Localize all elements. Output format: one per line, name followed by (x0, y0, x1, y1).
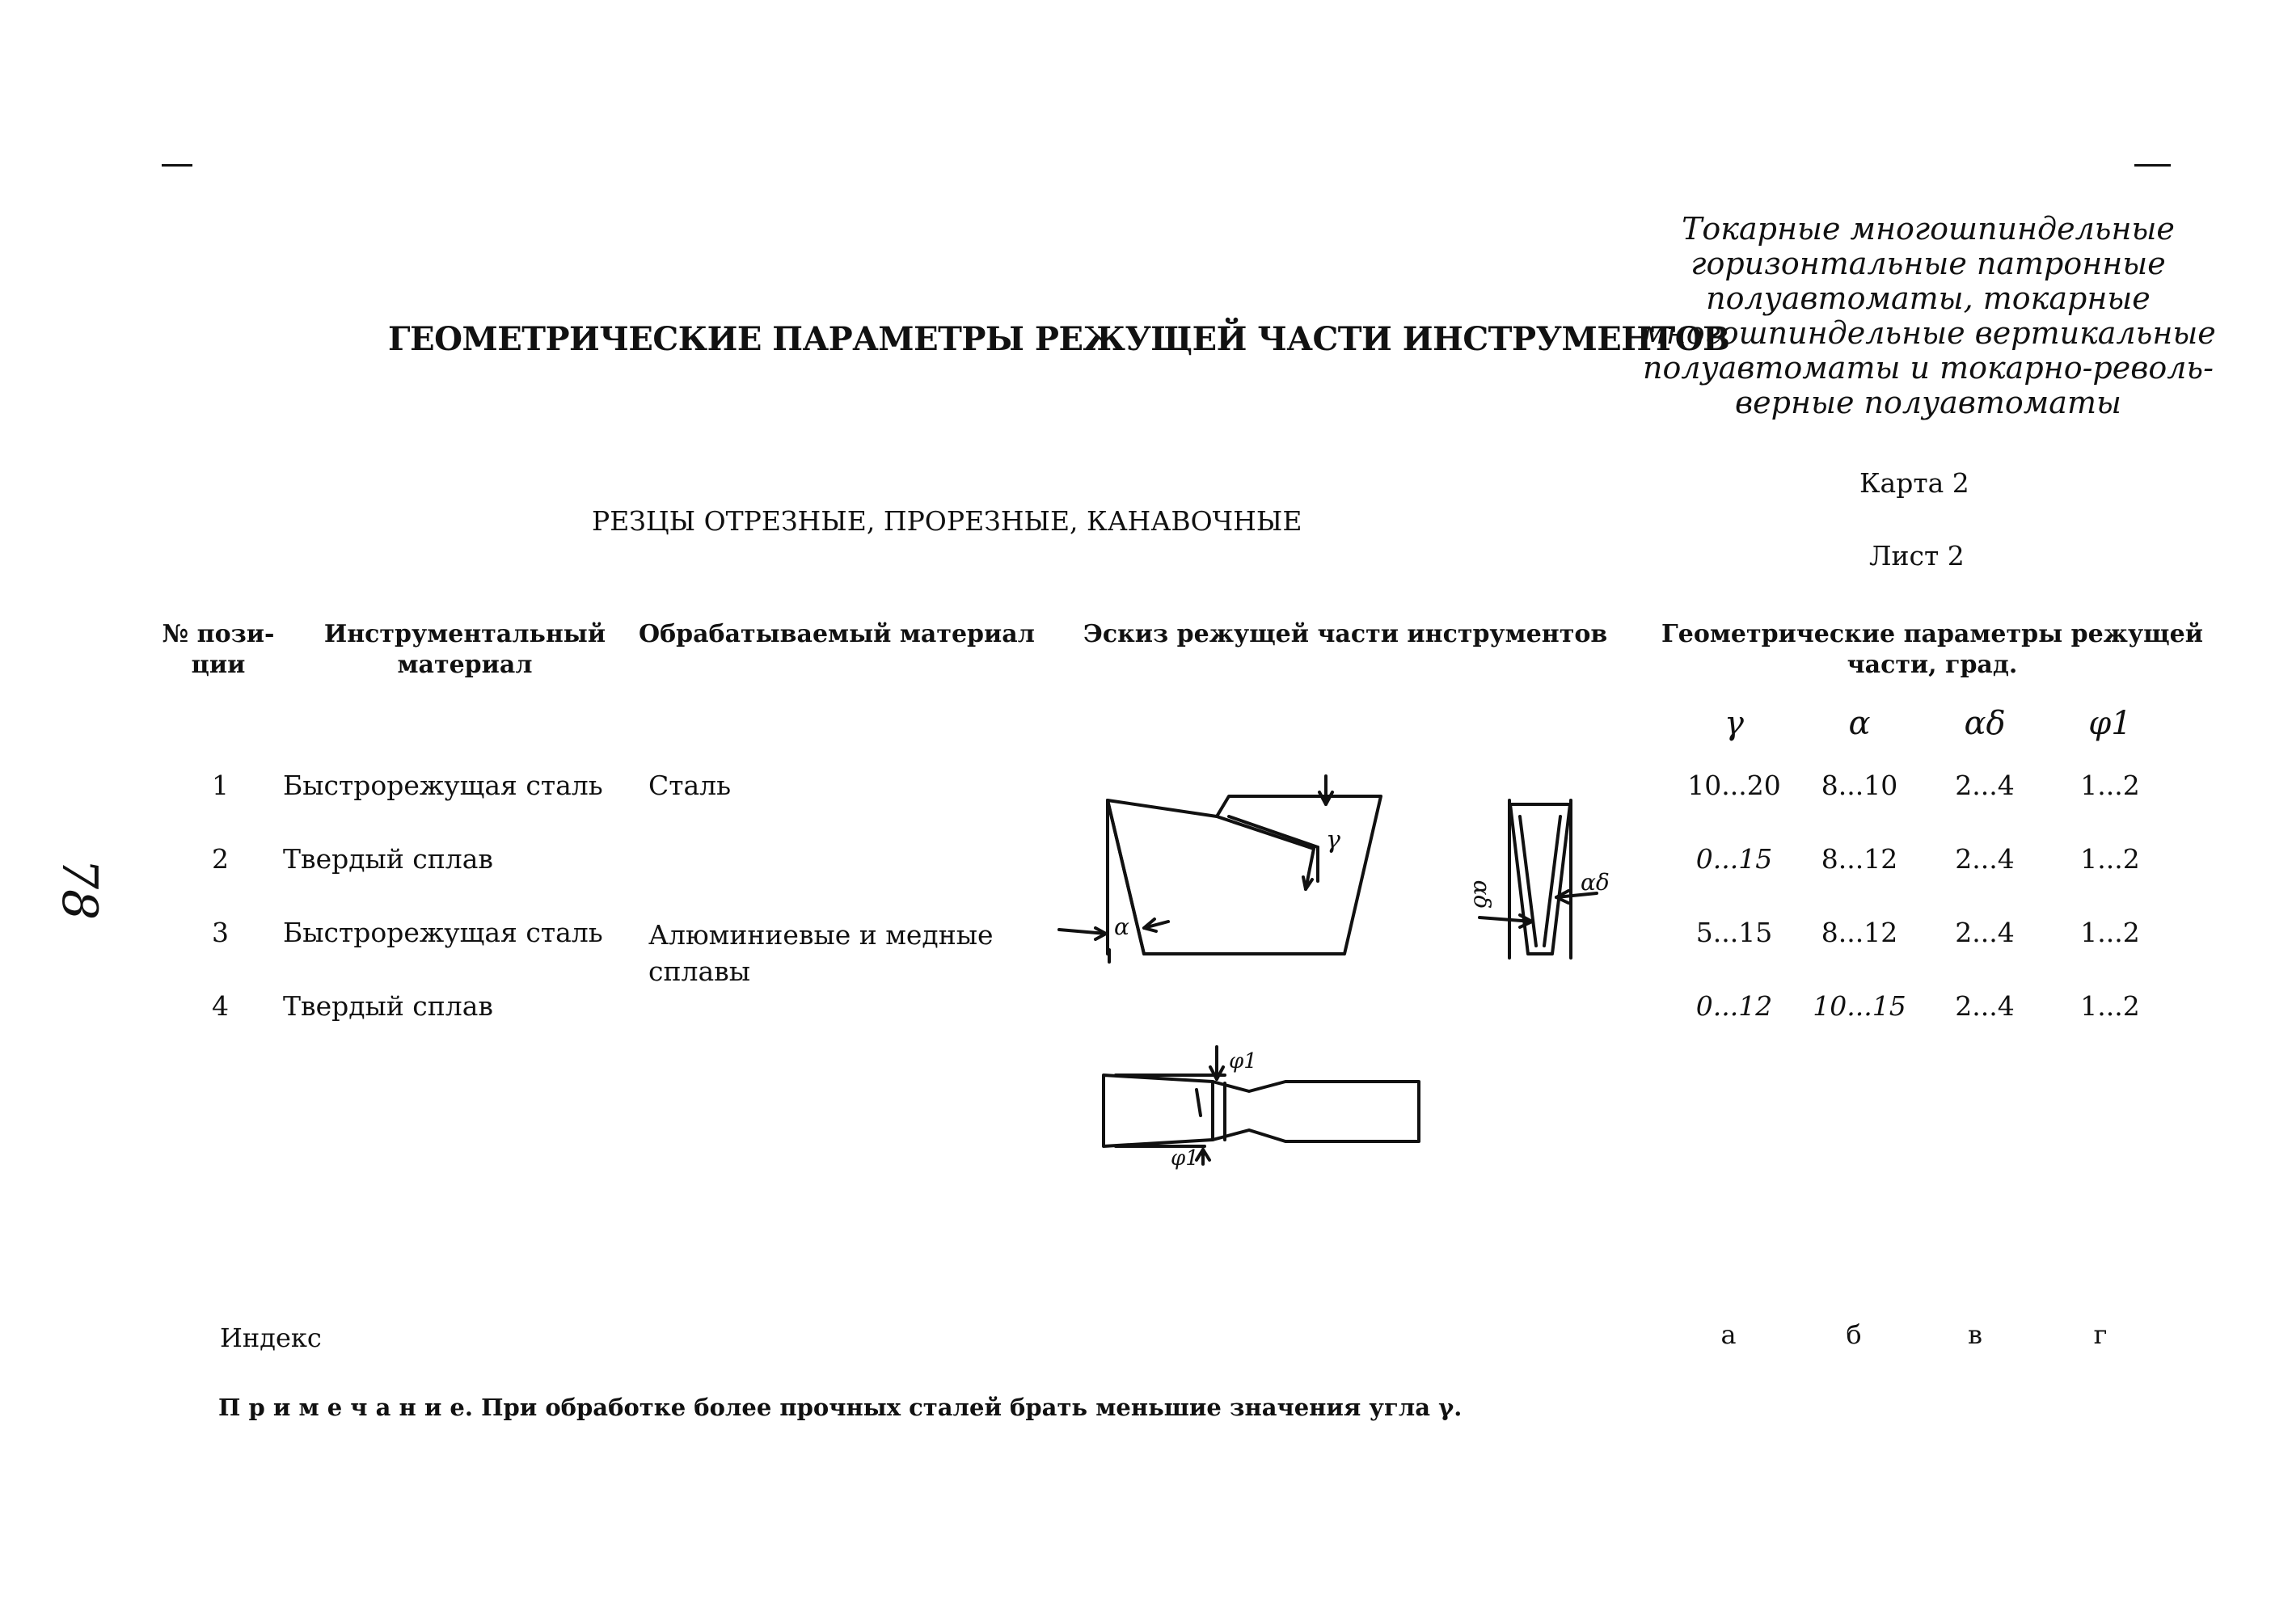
sketch-label-phi-bottom: φ1 (1171, 1146, 1199, 1171)
cutter-side-view (1059, 776, 1381, 962)
row-2-position: 2 (212, 843, 229, 875)
row-4-tool: Твердый сплав (283, 990, 494, 1022)
row-4-alpha: 10...15 (1813, 990, 1906, 1022)
row-1-work: Сталь (648, 770, 732, 801)
symbol-phi1: φ1 (2088, 705, 2132, 742)
page-number: 78 (51, 858, 108, 921)
sketch-label-phi-top: φ1 (1229, 1049, 1257, 1074)
cutter-front-view (1479, 800, 1597, 958)
row-4-position: 4 (212, 990, 229, 1022)
header-sketch: Эскиз режущей части инструментов (1083, 620, 1608, 648)
page-title: ГЕОМЕТРИЧЕСКИЕ ПАРАМЕТРЫ РЕЖУЩЕЙ ЧАСТИ ИНСТРУМЕНТОВ (388, 320, 1730, 358)
row-3-gamma: 5...15 (1695, 917, 1773, 948)
row-4-phi1: 1...2 (2080, 990, 2140, 1022)
row-3-work: Алюминиевые и медные сплавы (648, 919, 994, 987)
machine-type: Токарные многошпиндельные горизонтальные патронные полуавтоматы, токарные многошпиндельные вертикальные полуавтоматы и токарно-револь- верные полуавтоматы (1640, 211, 2216, 420)
sketch-label-alpha-delta-left: αδ (1468, 879, 1496, 909)
symbol-alpha-delta: αδ (1964, 705, 2006, 742)
row-2-phi1: 1...2 (2080, 843, 2140, 875)
sketch-label-alpha-delta-right: αδ (1581, 869, 1610, 896)
sketch-label-gamma: γ (1326, 826, 1340, 854)
symbol-gamma: γ (1724, 705, 1744, 742)
index-v: в (1967, 1319, 1982, 1350)
sketch-label-alpha: α (1114, 913, 1129, 940)
header-work-material: Обрабатываемый материал (639, 620, 1035, 648)
row-1-phi1: 1...2 (2080, 770, 2140, 801)
row-4-alpha-delta: 2...4 (1955, 990, 2015, 1022)
row-3-position: 3 (212, 917, 229, 948)
row-1-alpha-delta: 2...4 (1955, 770, 2015, 801)
row-3-alpha-delta: 2...4 (1955, 917, 2015, 948)
row-2-alpha: 8...12 (1821, 843, 1898, 875)
index-b: б (1846, 1319, 1862, 1350)
card-number: Карта 2 (1859, 467, 1969, 499)
row-2-gamma: 0...15 (1695, 843, 1773, 875)
row-3-alpha: 8...12 (1821, 917, 1898, 948)
header-params: Геометрические параметры режущей части, град. (1661, 620, 2203, 679)
sheet-number: Лист 2 (1869, 540, 1965, 572)
row-3-phi1: 1...2 (2080, 917, 2140, 948)
row-2-alpha-delta: 2...4 (1955, 843, 2015, 875)
row-1-tool: Быстрорежущая сталь (283, 770, 603, 801)
index-g: г (2093, 1319, 2108, 1350)
cutter-top-view (1104, 1047, 1419, 1164)
row-3-tool: Быстрорежущая сталь (283, 917, 603, 948)
section-subtitle: РЕЗЦЫ ОТРЕЗНЫЕ, ПРОРЕЗНЫЕ, КАНАВОЧНЫЕ (592, 505, 1302, 537)
footnote: П р и м е ч а н и е. При обработке более прочных сталей брать меньшие значения угла γ. (218, 1394, 1463, 1421)
row-4-gamma: 0...12 (1695, 990, 1773, 1022)
row-1-position: 1 (212, 770, 229, 801)
index-a: а (1720, 1319, 1737, 1350)
header-tool-material: Инструментальный материал (323, 620, 606, 679)
header-position: № пози- ции (162, 620, 275, 679)
index-label: Индекс (220, 1322, 322, 1353)
row-1-gamma: 10...20 (1687, 770, 1781, 801)
row-1-alpha: 8...10 (1821, 770, 1898, 801)
row-2-tool: Твердый сплав (283, 843, 494, 875)
symbol-alpha: α (1848, 705, 1871, 742)
